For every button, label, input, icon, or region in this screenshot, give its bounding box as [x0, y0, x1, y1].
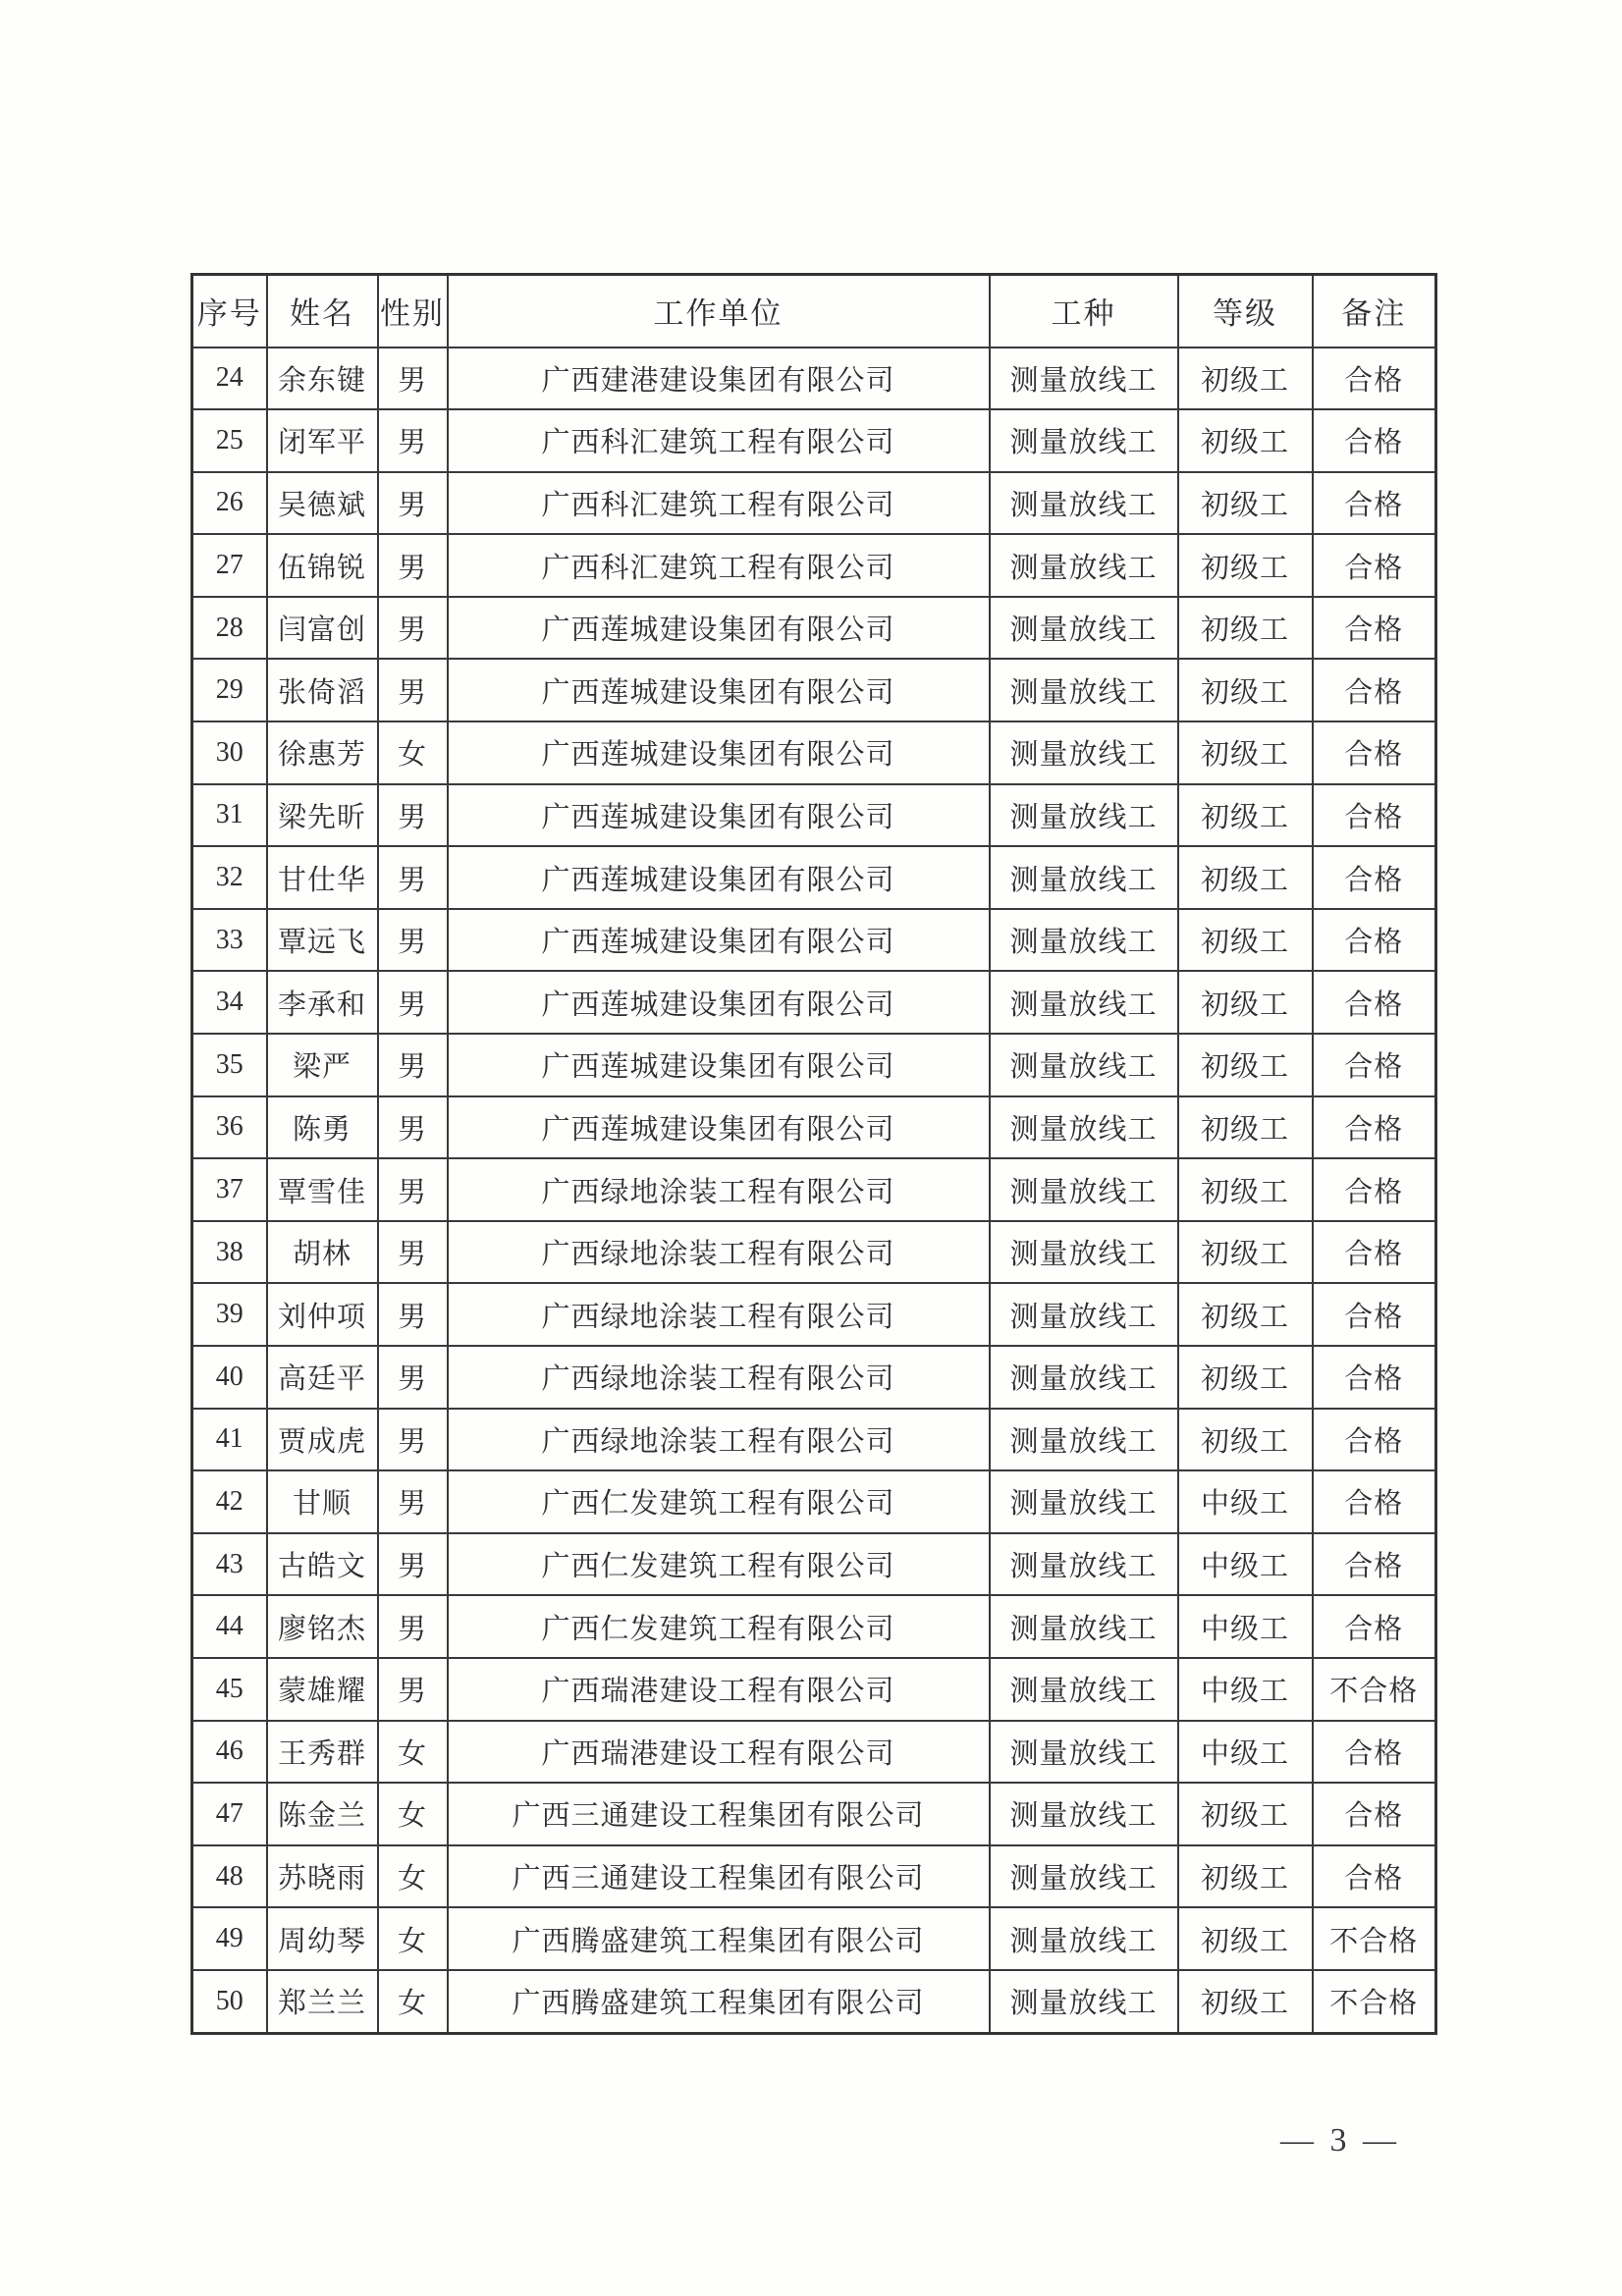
- table-cell-index: 32: [192, 846, 267, 909]
- table-cell-trade: 测量放线工: [990, 1034, 1178, 1096]
- header-row: [192, 275, 1436, 347]
- table-row: [192, 1158, 1436, 1221]
- table-cell-index: 35: [192, 1034, 267, 1096]
- table-cell-gender: 男: [378, 971, 448, 1034]
- table-cell-grade: 初级工: [1178, 347, 1313, 410]
- table-row: [192, 846, 1436, 909]
- table-cell-name: 周幼琴: [267, 1907, 378, 1970]
- table-cell-index: 37: [192, 1158, 267, 1221]
- table-cell-gender: 男: [378, 1346, 448, 1409]
- table-cell-gender: 男: [378, 347, 448, 410]
- table-cell-remark: 合格: [1313, 1346, 1436, 1409]
- table-cell-remark: 合格: [1313, 1158, 1436, 1221]
- table-cell-trade: 测量放线工: [990, 409, 1178, 472]
- table-cell-trade: 测量放线工: [990, 347, 1178, 410]
- table-cell-gender: 男: [378, 1158, 448, 1221]
- table-cell-grade: 初级工: [1178, 534, 1313, 597]
- table-cell-trade: 测量放线工: [990, 1470, 1178, 1533]
- table-cell-name: 刘仲项: [267, 1283, 378, 1346]
- table-cell-employer: 广西科汇建筑工程有限公司: [448, 409, 990, 472]
- table-cell-grade: 初级工: [1178, 1845, 1313, 1908]
- table-cell-name: 闫富创: [267, 597, 378, 660]
- table-cell-index: 49: [192, 1907, 267, 1970]
- table-row: [192, 784, 1436, 847]
- table-cell-name: 覃雪佳: [267, 1158, 378, 1221]
- table-cell-remark: 合格: [1313, 1409, 1436, 1471]
- table-cell-employer: 广西莲城建设集团有限公司: [448, 659, 990, 721]
- table-cell-name: 古皓文: [267, 1533, 378, 1596]
- table-row: [192, 1595, 1436, 1658]
- roster-table: [190, 273, 1437, 2035]
- table-cell-grade: 初级工: [1178, 472, 1313, 535]
- table-cell-employer: 广西莲城建设集团有限公司: [448, 1034, 990, 1096]
- table-cell-grade: 中级工: [1178, 1721, 1313, 1784]
- table-cell-trade: 测量放线工: [990, 1845, 1178, 1908]
- table-cell-index: 41: [192, 1409, 267, 1471]
- table-row: [192, 1283, 1436, 1346]
- table-cell-name: 梁严: [267, 1034, 378, 1096]
- table-cell-trade: 测量放线工: [990, 1658, 1178, 1721]
- table-cell-remark: 合格: [1313, 409, 1436, 472]
- table-cell-trade: 测量放线工: [990, 1907, 1178, 1970]
- table-cell-remark: 合格: [1313, 1283, 1436, 1346]
- table-cell-name: 吴德斌: [267, 472, 378, 535]
- table-row: [192, 1409, 1436, 1471]
- table-row: [192, 659, 1436, 721]
- table-cell-index: 44: [192, 1595, 267, 1658]
- table-cell-remark: 合格: [1313, 1221, 1436, 1284]
- table-cell-grade: 中级工: [1178, 1595, 1313, 1658]
- table-cell-remark: 合格: [1313, 534, 1436, 597]
- table-cell-remark: 合格: [1313, 1721, 1436, 1784]
- col-header-trade: 工种: [990, 275, 1178, 347]
- table-row: [192, 347, 1436, 410]
- table-cell-remark: 合格: [1313, 347, 1436, 410]
- table-cell-grade: 初级工: [1178, 1096, 1313, 1159]
- table-cell-grade: 初级工: [1178, 784, 1313, 847]
- table-cell-trade: 测量放线工: [990, 659, 1178, 721]
- table-cell-remark: 合格: [1313, 721, 1436, 784]
- table-cell-employer: 广西绿地涂装工程有限公司: [448, 1221, 990, 1284]
- table-cell-index: 24: [192, 347, 267, 410]
- table-cell-name: 陈勇: [267, 1096, 378, 1159]
- table-cell-trade: 测量放线工: [990, 721, 1178, 784]
- table-cell-name: 徐惠芳: [267, 721, 378, 784]
- table-cell-index: 43: [192, 1533, 267, 1596]
- table-cell-grade: 中级工: [1178, 1470, 1313, 1533]
- table-cell-employer: 广西莲城建设集团有限公司: [448, 784, 990, 847]
- table-cell-index: 27: [192, 534, 267, 597]
- table-cell-remark: 合格: [1313, 971, 1436, 1034]
- col-header-employer: 工作单位: [448, 275, 990, 347]
- table-cell-gender: 女: [378, 1907, 448, 1970]
- table-cell-grade: 初级工: [1178, 1970, 1313, 2034]
- table-cell-trade: 测量放线工: [990, 1533, 1178, 1596]
- table-cell-trade: 测量放线工: [990, 1346, 1178, 1409]
- table-cell-name: 高廷平: [267, 1346, 378, 1409]
- col-header-serial: 序号: [192, 275, 267, 347]
- table-cell-name: 甘仕华: [267, 846, 378, 909]
- table-cell-grade: 中级工: [1178, 1533, 1313, 1596]
- table-cell-index: 48: [192, 1845, 267, 1908]
- table-cell-gender: 女: [378, 1970, 448, 2034]
- table-cell-grade: 初级工: [1178, 1409, 1313, 1471]
- table-cell-employer: 广西三通建设工程集团有限公司: [448, 1845, 990, 1908]
- table-cell-gender: 男: [378, 1283, 448, 1346]
- table-cell-name: 覃远飞: [267, 909, 378, 972]
- table-cell-trade: 测量放线工: [990, 1409, 1178, 1471]
- table-cell-index: 33: [192, 909, 267, 972]
- table-cell-index: 38: [192, 1221, 267, 1284]
- table-cell-grade: 初级工: [1178, 659, 1313, 721]
- table-cell-index: 34: [192, 971, 267, 1034]
- table-cell-employer: 广西莲城建设集团有限公司: [448, 1096, 990, 1159]
- table-cell-remark: 合格: [1313, 1034, 1436, 1096]
- table-cell-name: 胡林: [267, 1221, 378, 1284]
- table-cell-name: 梁先昕: [267, 784, 378, 847]
- table-cell-name: 贾成虎: [267, 1409, 378, 1471]
- col-header-grade: 等级: [1178, 275, 1313, 347]
- table-cell-gender: 女: [378, 1721, 448, 1784]
- table-row: [192, 1470, 1436, 1533]
- table-cell-gender: 男: [378, 659, 448, 721]
- table-cell-index: 36: [192, 1096, 267, 1159]
- table-cell-trade: 测量放线工: [990, 909, 1178, 972]
- table-cell-remark: 合格: [1313, 472, 1436, 535]
- table-cell-trade: 测量放线工: [990, 1283, 1178, 1346]
- table-cell-gender: 男: [378, 534, 448, 597]
- table-cell-gender: 女: [378, 1845, 448, 1908]
- col-header-name: 姓名: [267, 275, 378, 347]
- table-cell-trade: 测量放线工: [990, 1096, 1178, 1159]
- table-cell-trade: 测量放线工: [990, 846, 1178, 909]
- table-cell-name: 苏晓雨: [267, 1845, 378, 1908]
- table-cell-index: 47: [192, 1783, 267, 1845]
- table-cell-remark: 合格: [1313, 1096, 1436, 1159]
- table-cell-gender: 男: [378, 1533, 448, 1596]
- table-cell-grade: 初级工: [1178, 971, 1313, 1034]
- table-cell-gender: 男: [378, 409, 448, 472]
- table-cell-trade: 测量放线工: [990, 472, 1178, 535]
- table-row: [192, 1658, 1436, 1721]
- table-row: [192, 909, 1436, 972]
- table-cell-remark: 合格: [1313, 909, 1436, 972]
- table-cell-index: 40: [192, 1346, 267, 1409]
- table-cell-employer: 广西莲城建设集团有限公司: [448, 721, 990, 784]
- table-cell-name: 郑兰兰: [267, 1970, 378, 2034]
- table-cell-gender: 男: [378, 1595, 448, 1658]
- table-cell-employer: 广西莲城建设集团有限公司: [448, 597, 990, 660]
- table-cell-gender: 男: [378, 1658, 448, 1721]
- table-cell-gender: 男: [378, 597, 448, 660]
- table-row: [192, 472, 1436, 535]
- table-row: [192, 1783, 1436, 1845]
- table-body: [192, 347, 1436, 2034]
- table-cell-remark: 不合格: [1313, 1907, 1436, 1970]
- table-cell-remark: 合格: [1313, 1533, 1436, 1596]
- table-cell-employer: 广西瑞港建设工程有限公司: [448, 1721, 990, 1784]
- table-cell-name: 伍锦锐: [267, 534, 378, 597]
- table-cell-employer: 广西仁发建筑工程有限公司: [448, 1595, 990, 1658]
- table-cell-grade: 中级工: [1178, 1658, 1313, 1721]
- table-cell-trade: 测量放线工: [990, 534, 1178, 597]
- table-cell-grade: 初级工: [1178, 1346, 1313, 1409]
- table-cell-remark: 合格: [1313, 784, 1436, 847]
- table-cell-employer: 广西仁发建筑工程有限公司: [448, 1470, 990, 1533]
- table-cell-index: 28: [192, 597, 267, 660]
- table-cell-remark: 合格: [1313, 1845, 1436, 1908]
- table-cell-gender: 男: [378, 909, 448, 972]
- table-cell-trade: 测量放线工: [990, 784, 1178, 847]
- table-cell-employer: 广西莲城建设集团有限公司: [448, 846, 990, 909]
- table-cell-grade: 初级工: [1178, 1221, 1313, 1284]
- table-cell-trade: 测量放线工: [990, 597, 1178, 660]
- table-cell-employer: 广西莲城建设集团有限公司: [448, 909, 990, 972]
- table-cell-name: 廖铭杰: [267, 1595, 378, 1658]
- table-cell-trade: 测量放线工: [990, 1221, 1178, 1284]
- table-cell-trade: 测量放线工: [990, 1595, 1178, 1658]
- table-cell-trade: 测量放线工: [990, 1970, 1178, 2034]
- table-cell-employer: 广西绿地涂装工程有限公司: [448, 1409, 990, 1471]
- col-header-remark: 备注: [1313, 275, 1436, 347]
- table-cell-gender: 男: [378, 1470, 448, 1533]
- table-cell-remark: 合格: [1313, 597, 1436, 660]
- table-row: [192, 409, 1436, 472]
- table-cell-name: 陈金兰: [267, 1783, 378, 1845]
- table-cell-employer: 广西腾盛建筑工程集团有限公司: [448, 1907, 990, 1970]
- table-row: [192, 1096, 1436, 1159]
- table-cell-grade: 初级工: [1178, 1907, 1313, 1970]
- table-row: [192, 1721, 1436, 1784]
- table-cell-employer: 广西绿地涂装工程有限公司: [448, 1158, 990, 1221]
- table-cell-index: 25: [192, 409, 267, 472]
- page-number: — 3 —: [1280, 2122, 1400, 2159]
- table-cell-employer: 广西莲城建设集团有限公司: [448, 971, 990, 1034]
- table-cell-gender: 男: [378, 472, 448, 535]
- table-cell-index: 50: [192, 1970, 267, 2034]
- table-cell-grade: 初级工: [1178, 597, 1313, 660]
- table-cell-name: 张倚滔: [267, 659, 378, 721]
- table-cell-index: 31: [192, 784, 267, 847]
- table-cell-gender: 男: [378, 1221, 448, 1284]
- table-cell-employer: 广西绿地涂装工程有限公司: [448, 1346, 990, 1409]
- table-cell-name: 蒙雄耀: [267, 1658, 378, 1721]
- table-cell-employer: 广西绿地涂装工程有限公司: [448, 1283, 990, 1346]
- table-cell-employer: 广西腾盛建筑工程集团有限公司: [448, 1970, 990, 2034]
- table-cell-employer: 广西三通建设工程集团有限公司: [448, 1783, 990, 1845]
- table-cell-grade: 初级工: [1178, 909, 1313, 972]
- table-cell-remark: 合格: [1313, 1470, 1436, 1533]
- table-cell-trade: 测量放线工: [990, 971, 1178, 1034]
- table-cell-name: 李承和: [267, 971, 378, 1034]
- table-cell-gender: 男: [378, 784, 448, 847]
- table-row: [192, 1907, 1436, 1970]
- table-cell-index: 45: [192, 1658, 267, 1721]
- table-cell-index: 26: [192, 472, 267, 535]
- table-row: [192, 721, 1436, 784]
- table-cell-remark: 合格: [1313, 1783, 1436, 1845]
- table-cell-gender: 男: [378, 1409, 448, 1471]
- table-cell-employer: 广西科汇建筑工程有限公司: [448, 534, 990, 597]
- table-row: [192, 1970, 1436, 2034]
- table-cell-grade: 初级工: [1178, 1158, 1313, 1221]
- table-cell-remark: 不合格: [1313, 1970, 1436, 2034]
- table-cell-remark: 不合格: [1313, 1658, 1436, 1721]
- table-cell-trade: 测量放线工: [990, 1721, 1178, 1784]
- table-row: [192, 534, 1436, 597]
- table-cell-remark: 合格: [1313, 846, 1436, 909]
- table-cell-name: 王秀群: [267, 1721, 378, 1784]
- col-header-gender: 性别: [378, 275, 448, 347]
- table-cell-grade: 初级工: [1178, 721, 1313, 784]
- table-cell-employer: 广西科汇建筑工程有限公司: [448, 472, 990, 535]
- table-cell-index: 29: [192, 659, 267, 721]
- table-cell-gender: 女: [378, 1783, 448, 1845]
- table-cell-gender: 男: [378, 1096, 448, 1159]
- table-cell-remark: 合格: [1313, 1595, 1436, 1658]
- table-cell-remark: 合格: [1313, 659, 1436, 721]
- table-cell-name: 闭军平: [267, 409, 378, 472]
- table-cell-index: 39: [192, 1283, 267, 1346]
- table-cell-index: 30: [192, 721, 267, 784]
- table-row: [192, 597, 1436, 660]
- table-cell-index: 46: [192, 1721, 267, 1784]
- table-cell-name: 甘顺: [267, 1470, 378, 1533]
- table-cell-gender: 男: [378, 1034, 448, 1096]
- table-cell-gender: 女: [378, 721, 448, 784]
- table-row: [192, 1221, 1436, 1284]
- table-cell-name: 余东键: [267, 347, 378, 410]
- table-cell-employer: 广西仁发建筑工程有限公司: [448, 1533, 990, 1596]
- table-cell-gender: 男: [378, 846, 448, 909]
- table-cell-grade: 初级工: [1178, 1034, 1313, 1096]
- table-cell-grade: 初级工: [1178, 1283, 1313, 1346]
- table-row: [192, 971, 1436, 1034]
- table-row: [192, 1346, 1436, 1409]
- table-cell-grade: 初级工: [1178, 1783, 1313, 1845]
- table-cell-employer: 广西建港建设集团有限公司: [448, 347, 990, 410]
- table-row: [192, 1845, 1436, 1908]
- table-row: [192, 1034, 1436, 1096]
- table-cell-grade: 初级工: [1178, 846, 1313, 909]
- table-cell-employer: 广西瑞港建设工程有限公司: [448, 1658, 990, 1721]
- table-cell-trade: 测量放线工: [990, 1158, 1178, 1221]
- table-cell-grade: 初级工: [1178, 409, 1313, 472]
- table-cell-trade: 测量放线工: [990, 1783, 1178, 1845]
- table-row: [192, 1533, 1436, 1596]
- table-cell-index: 42: [192, 1470, 267, 1533]
